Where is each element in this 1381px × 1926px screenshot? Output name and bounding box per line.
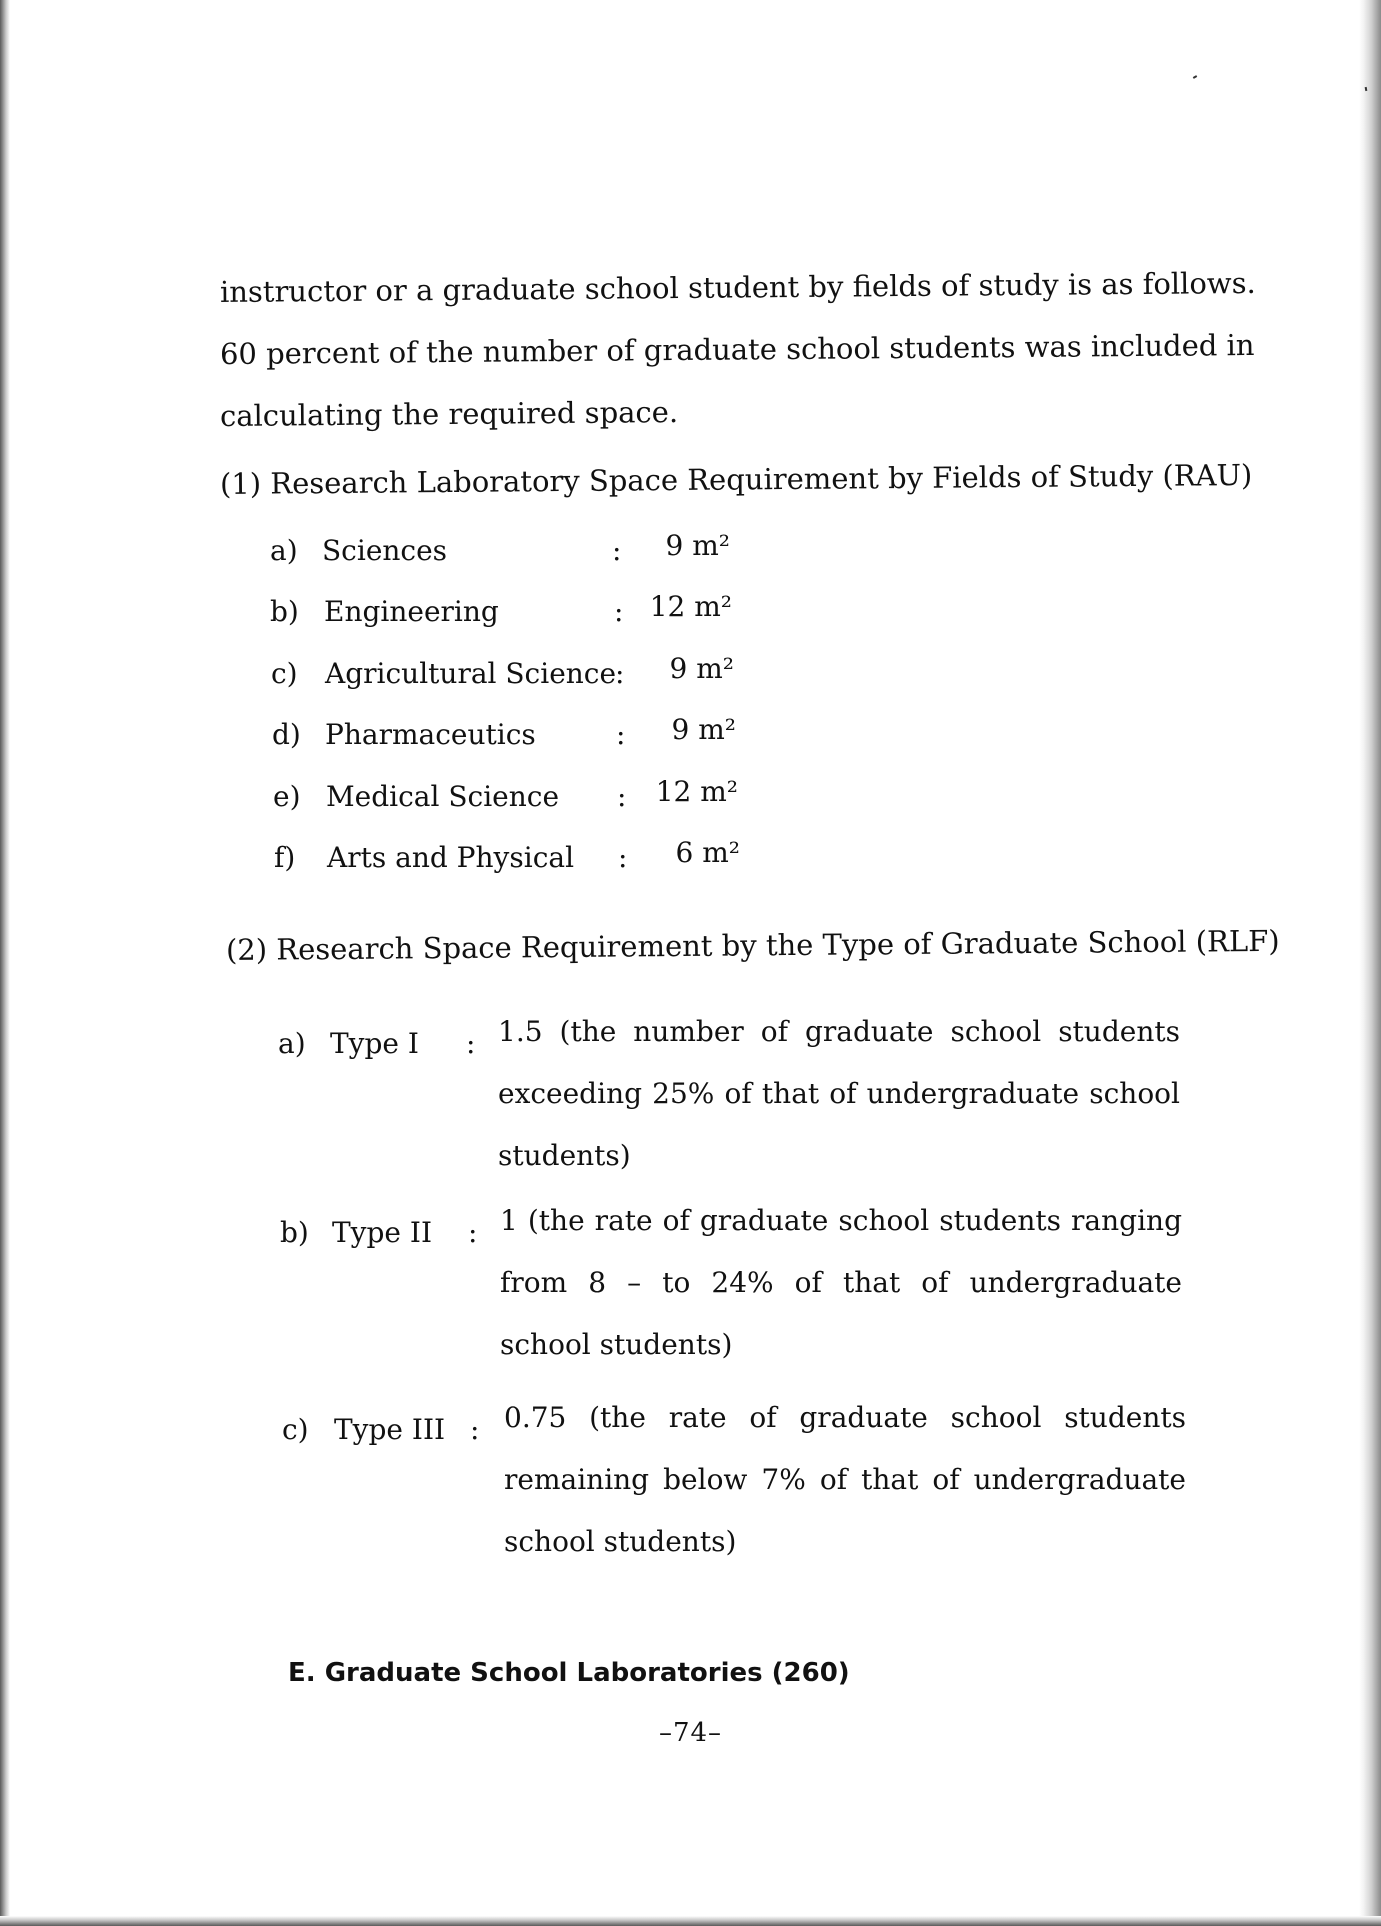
section2-item-text: 1 (the rate of graduate school students ranging from 8 – to 24% of that of undergraduate school students) [500, 1204, 1182, 1361]
section1-item-marker: c) [271, 657, 298, 690]
section1-heading: (1) Research Laboratory Space Requirement by Fields of Study (RAU) [219, 457, 1253, 501]
section1-item-label: Medical Science [326, 780, 560, 813]
scan-speck [1365, 87, 1368, 91]
section1-item-marker: f) [274, 841, 296, 874]
section1-item-colon: : [615, 657, 625, 690]
intro-line: instructor or a graduate school student by fields of study is as follows. [219, 265, 1256, 309]
section1-item-colon: : [616, 718, 626, 751]
section1-item-label: Arts and Physical [327, 841, 575, 874]
section1-item-value: 12 m² [655, 775, 738, 808]
section1-item-marker: e) [273, 780, 301, 813]
page-left-edge [0, 0, 10, 1926]
section1-item-value: 9 m² [669, 652, 734, 685]
section1-item-marker: d) [272, 718, 301, 751]
section1-item-colon: : [614, 595, 624, 628]
section1-item-marker: b) [270, 595, 299, 628]
intro-line: calculating the required space. [219, 395, 679, 433]
section2-item-marker: c) [282, 1413, 309, 1446]
section1-item-value: 9 m² [671, 713, 736, 746]
section1-item-marker: a) [270, 534, 298, 567]
section1-item-label: Pharmaceutics [325, 718, 536, 751]
section1-item-label: Engineering [324, 595, 499, 628]
section1-item-label: Agricultural Science [325, 657, 617, 690]
section2-item-label: Type II [332, 1216, 433, 1249]
section-e-heading: E. Graduate School Laboratories (260) [288, 1658, 850, 1688]
section2-item-marker: b) [280, 1216, 309, 1249]
section1-item-colon: : [617, 780, 627, 813]
section1-item-label: Sciences [322, 534, 448, 567]
section1-item-value: 12 m² [649, 590, 732, 623]
section2-item-colon: : [466, 1027, 476, 1060]
section1-item-value: 6 m² [675, 836, 740, 869]
section1-item-value: 9 m² [665, 529, 730, 562]
section2-item-colon: : [470, 1413, 480, 1446]
section2-item-colon: : [468, 1216, 478, 1249]
section2-item-marker: a) [278, 1027, 306, 1060]
page-right-edge [1359, 0, 1381, 1926]
scan-speck [1193, 75, 1197, 79]
section2-item-label: Type III [334, 1413, 446, 1446]
section1-item-colon: : [612, 534, 622, 567]
page-number: –74– [658, 1718, 723, 1748]
section2-item-text: 1.5 (the number of graduate school students exceeding 25% of that of undergraduate school students) [498, 1015, 1180, 1172]
page-bottom-edge [0, 1916, 1381, 1926]
intro-line: 60 percent of the number of graduate school students was included in [219, 327, 1255, 371]
section1-item-colon: : [618, 841, 628, 874]
section2-item-label: Type I [330, 1027, 419, 1060]
section2-item-text: 0.75 (the rate of graduate school students remaining below 7% of that of undergraduate school students) [504, 1401, 1186, 1558]
section2-heading: (2) Research Space Requirement by the Type of Graduate School (RLF) [225, 923, 1280, 967]
